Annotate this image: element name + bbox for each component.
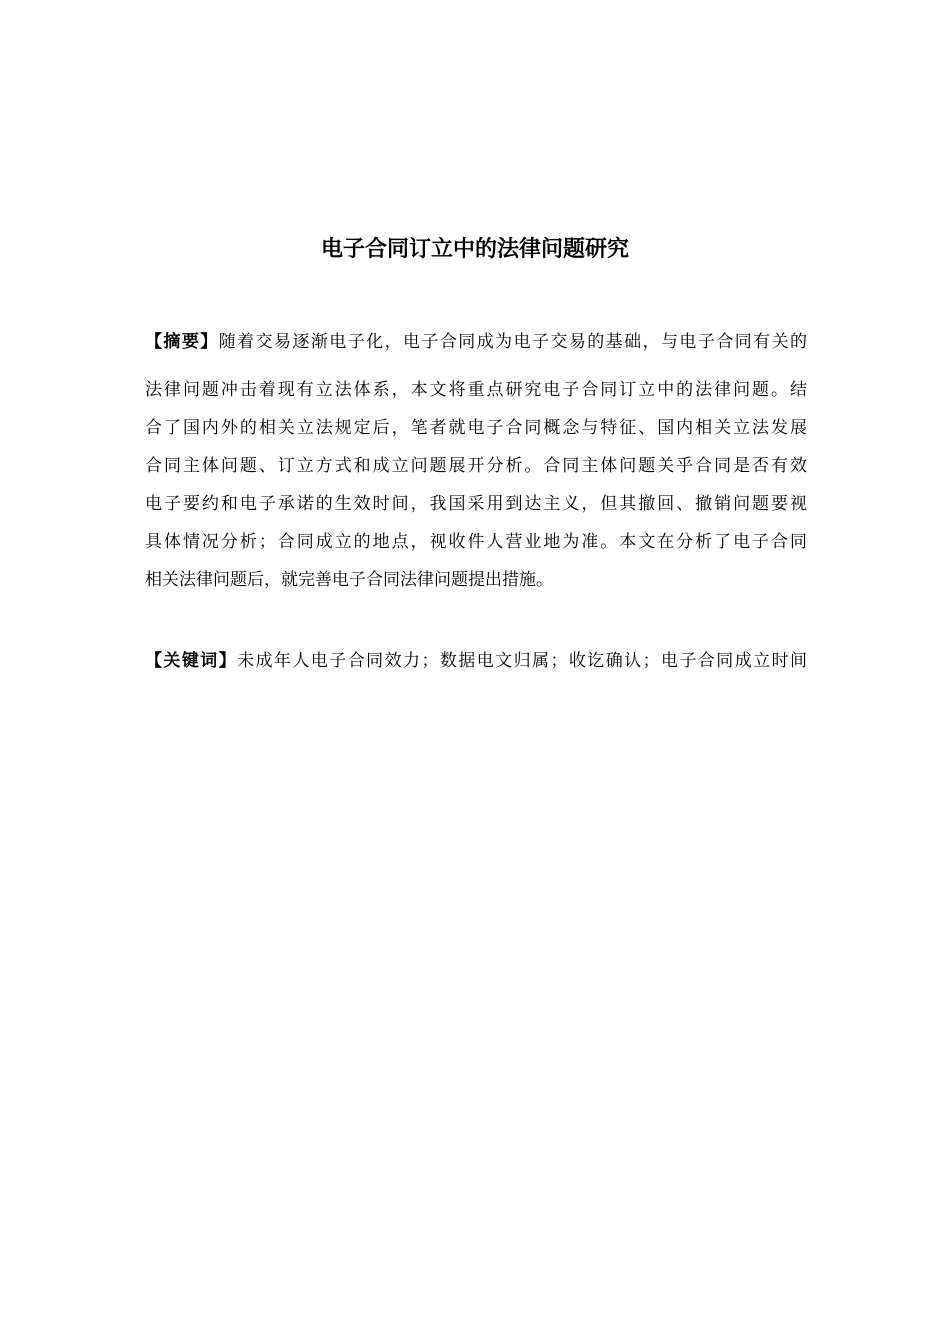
keywords-section xyxy=(145,642,807,680)
abstract-section xyxy=(145,323,807,599)
document-title: 电子合同订立中的法律问题研究 xyxy=(320,237,629,262)
keywords-text: 未成年人电子合同效力；数据电文归属；收讫确认；电子合同成立时间 xyxy=(237,651,807,671)
abstract-line-5: 电子要约和电子承诺的生效时间，我国采用到达主义，但其撤回、撤销问题要视 xyxy=(145,494,807,514)
abstract-line-4: 合同主体问题、订立方式和成立问题展开分析。合同主体问题关乎合同是否有效 xyxy=(145,456,807,476)
abstract-line-2: 法律问题冲击着现有立法体系，本文将重点研究电子合同订立中的法律问题。结 xyxy=(145,380,807,400)
keywords-label: 【关键词】 xyxy=(145,651,238,671)
abstract-text: 随着交易逐渐电子化，电子合同成为电子交易的基础，与电子合同有关的 xyxy=(218,332,807,352)
keywords-line xyxy=(145,642,807,680)
abstract-line-7: 相关法律问题后，就完善电子合同法律问题提出措施。 xyxy=(145,570,553,590)
abstract-line-6: 具体情况分析；合同成立的地点，视收件人营业地为准。本文在分析了电子合同 xyxy=(145,532,807,552)
abstract-line-3: 合了国内外的相关立法规定后，笔者就电子合同概念与特征、国内相关立法发展 xyxy=(145,418,807,438)
abstract-line-1 xyxy=(145,323,807,361)
abstract-label: 【摘要】 xyxy=(145,332,219,352)
